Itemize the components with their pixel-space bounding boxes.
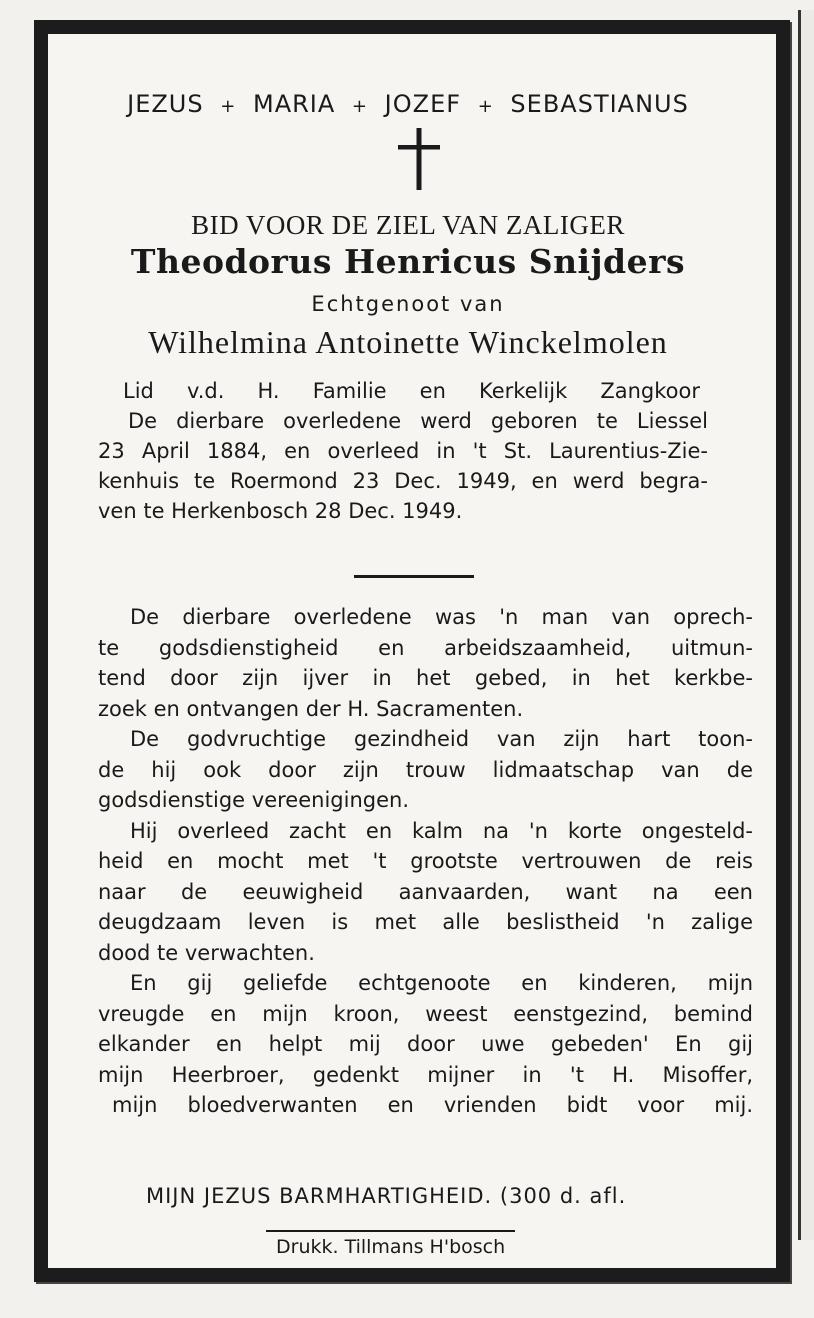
biography [98,376,708,526]
body-line: de hij ook door zijn trouw lidmaatschap van de [98,757,753,782]
body-line: heid en mocht met 't grootste vertrouwen de reis [98,849,753,873]
body-line: te godsdienstigheid en arbeidszaamheid, uitmun- [98,635,753,660]
body-line: mijn Heerbroer, gedenkt mijner in 't H. Misoffer, [98,1062,753,1087]
holy-names-header [88,90,728,118]
separator: + [477,96,494,117]
name-sebastianus: SEBASTIANUS [510,90,689,118]
body-line: elkander en helpt mij door uwe gebeden' En gij [98,1032,753,1056]
body-line: mijn bloedverwanten en vrienden bidt voor mij. [112,1093,753,1117]
body-line: tend door zijn ijver in het gebed, in het kerkbe- [98,666,753,690]
body-line: Hij overleed zacht en kalm na 'n korte ongesteld- [130,818,753,843]
body-line: naar de eeuwigheid aanvaarden, want na een [98,879,753,904]
name-jezus: JEZUS [127,90,204,118]
printer-credit: Drukk. Tillmans H'bosch [266,1230,515,1262]
adjacent-card-edge [798,10,814,1240]
closing-prayer: MIJN JEZUS BARMHARTIGHEID. (300 d. afl. [146,1184,627,1208]
deceased-name: Theodorus Henricus Snijders [130,242,686,281]
body-line: vreugde en mijn kroon, weest eenstgezind, bemind [98,1001,753,1026]
cross-icon [398,128,440,190]
separator: + [351,96,369,117]
biography-line: De dierbare overledene werd geboren te Liessel [128,409,708,433]
biography-line: kenhuis te Roermond 23 Dec. 1949, en werd begra- [98,469,708,493]
body-line: dood te verwachten. [98,940,315,965]
body-line: De godvruchtige gezindheid van zijn hart toon- [130,727,753,751]
prayer-request: BID VOOR DE ZIEL VAN ZALIGER [191,210,625,240]
biography-line: Lid v.d. H. Familie en Kerkelijk Zangkoor [123,379,700,403]
divider [354,575,474,578]
biography-line: 23 April 1884, en overleed in 't St. Laurentius-Zie- [98,439,708,463]
spouse-label: Echtgenoot van [311,292,505,316]
body-line: zoek en ontvangen der H. Sacramenten. [98,696,524,721]
body-line: De dierbare overledene was 'n man van oprech- [130,605,753,629]
separator: + [220,96,237,117]
body-line: deugdzaam leven is met alle beslistheid 'n zalige [98,910,753,934]
body-line: godsdienstige vereenigingen. [98,788,409,812]
name-jozef: JOZEF [384,90,462,118]
spouse-name: Wilhelmina Antoinette Winckelmolen [148,324,668,360]
biography-line: ven te Herkenbosch 28 Dec. 1949. [98,499,463,523]
body-line: En gij geliefde echtgenoote en kinderen, mijn [130,971,753,995]
name-maria: MARIA [252,90,336,118]
body-text [98,602,753,1121]
memorial-card [34,20,790,1282]
